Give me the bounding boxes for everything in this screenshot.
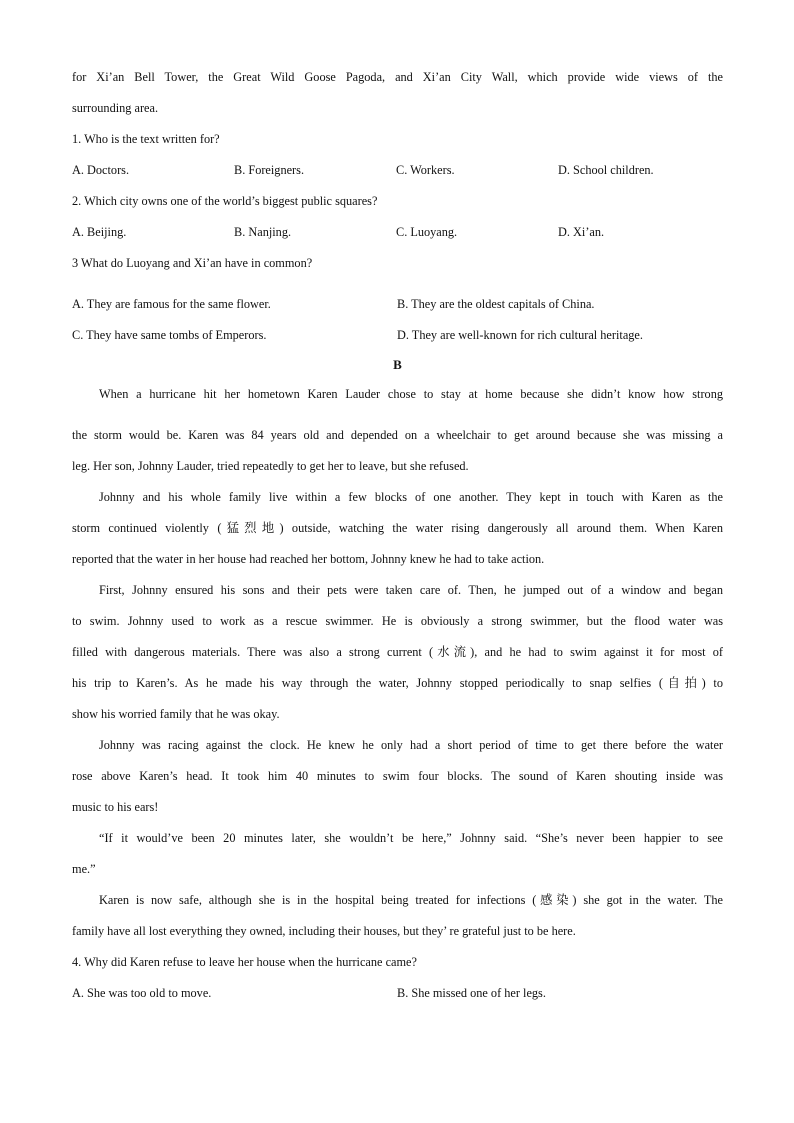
option: A. She was too old to move.: [72, 986, 212, 1000]
passage-b-line: storm continued violently (猛烈地) outside, watching the water rising dangerously all around them. When Karen: [72, 521, 723, 535]
passage-b-line: First, Johnny ensured his sons and their pets were taken care of. Then, he jumped out of a window and began: [99, 583, 723, 597]
passage-b-line: show his worried family that he was okay.: [72, 707, 280, 721]
option: A. Doctors.: [72, 163, 130, 177]
question-options: [72, 978, 723, 1009]
passage-b-line: filled with dangerous materials. There was also a strong current (水流), and he had to swim against it for most of: [72, 645, 723, 659]
question-options: [72, 155, 723, 186]
exam-page: [72, 62, 723, 1009]
question-stem: 4. Why did Karen refuse to leave her house when the hurricane came?: [72, 955, 417, 969]
passage-b-line: rose above Karen’s head. It took him 40 minutes to swim four blocks. The sound of Karen shouting inside was: [72, 769, 723, 783]
option: B. Foreigners.: [234, 163, 305, 177]
passage-b-line: family have all lost everything they owned, including their houses, but they’ re grateful just to be here.: [72, 924, 576, 938]
question-stem: 2. Which city owns one of the world’s biggest public squares?: [72, 194, 378, 208]
option: A. They are famous for the same flower.: [72, 297, 271, 311]
question-stem: 1. Who is the text written for?: [72, 132, 220, 146]
passage-b-line: his trip to Karen’s. As he made his way through the water, Johnny stopped periodically to snap selfies (自拍) to: [72, 676, 723, 690]
passage-a-line: surrounding area.: [72, 101, 159, 115]
passage-b-line: me.”: [72, 862, 96, 876]
question-options: [72, 217, 723, 248]
option: B. She missed one of her legs.: [397, 986, 546, 1000]
passage-b-line: leg. Her son, Johnny Lauder, tried repeatedly to get her to leave, but she refused.: [72, 459, 469, 473]
option: A. Beijing.: [72, 225, 127, 239]
passage-b-line: Karen is now safe, although she is in the hospital being treated for infections (感染) she got in the water. The: [99, 893, 723, 907]
option: D. They are well-known for rich cultural heritage.: [397, 328, 643, 342]
question-stem: 3 What do Luoyang and Xi’an have in common?: [72, 256, 313, 270]
passage-b-line: Johnny and his whole family live within a few blocks of one another. They kept in touch with Karen as the: [99, 490, 723, 504]
section-heading: B: [393, 357, 402, 372]
passage-b-line: music to his ears!: [72, 800, 159, 814]
option: C. Workers.: [396, 163, 455, 177]
passage-b-line: When a hurricane hit her hometown Karen Lauder chose to stay at home because she didn’t know how strong: [99, 387, 723, 401]
question-options: [72, 320, 723, 351]
option: B. Nanjing.: [234, 225, 292, 239]
passage-b-line: reported that the water in her house had reached her bottom, Johnny knew he had to take action.: [72, 552, 545, 566]
passage-b-line: the storm would be. Karen was 84 years old and depended on a wheelchair to get around because she was missing a: [72, 428, 723, 442]
passage-a-line: for Xi’an Bell Tower, the Great Wild Goose Pagoda, and Xi’an City Wall, which provide wide views of the: [72, 70, 723, 84]
question-options: [72, 289, 723, 320]
passage-b-line: “If it would’ve been 20 minutes later, she wouldn’t be here,” Johnny said. “She’s never been happier to see: [99, 831, 723, 845]
passage-b-line: Johnny was racing against the clock. He knew he only had a short period of time to get there before the water: [99, 738, 723, 752]
passage-b-line: to swim. Johnny used to work as a rescue swimmer. He is obviously a strong swimmer, but the flood water was: [72, 614, 723, 628]
option: D. School children.: [558, 163, 654, 177]
option: D. Xi’an.: [558, 225, 605, 239]
option: C. Luoyang.: [396, 225, 458, 239]
option: C. They have same tombs of Emperors.: [72, 328, 267, 342]
option: B. They are the oldest capitals of China.: [397, 297, 595, 311]
